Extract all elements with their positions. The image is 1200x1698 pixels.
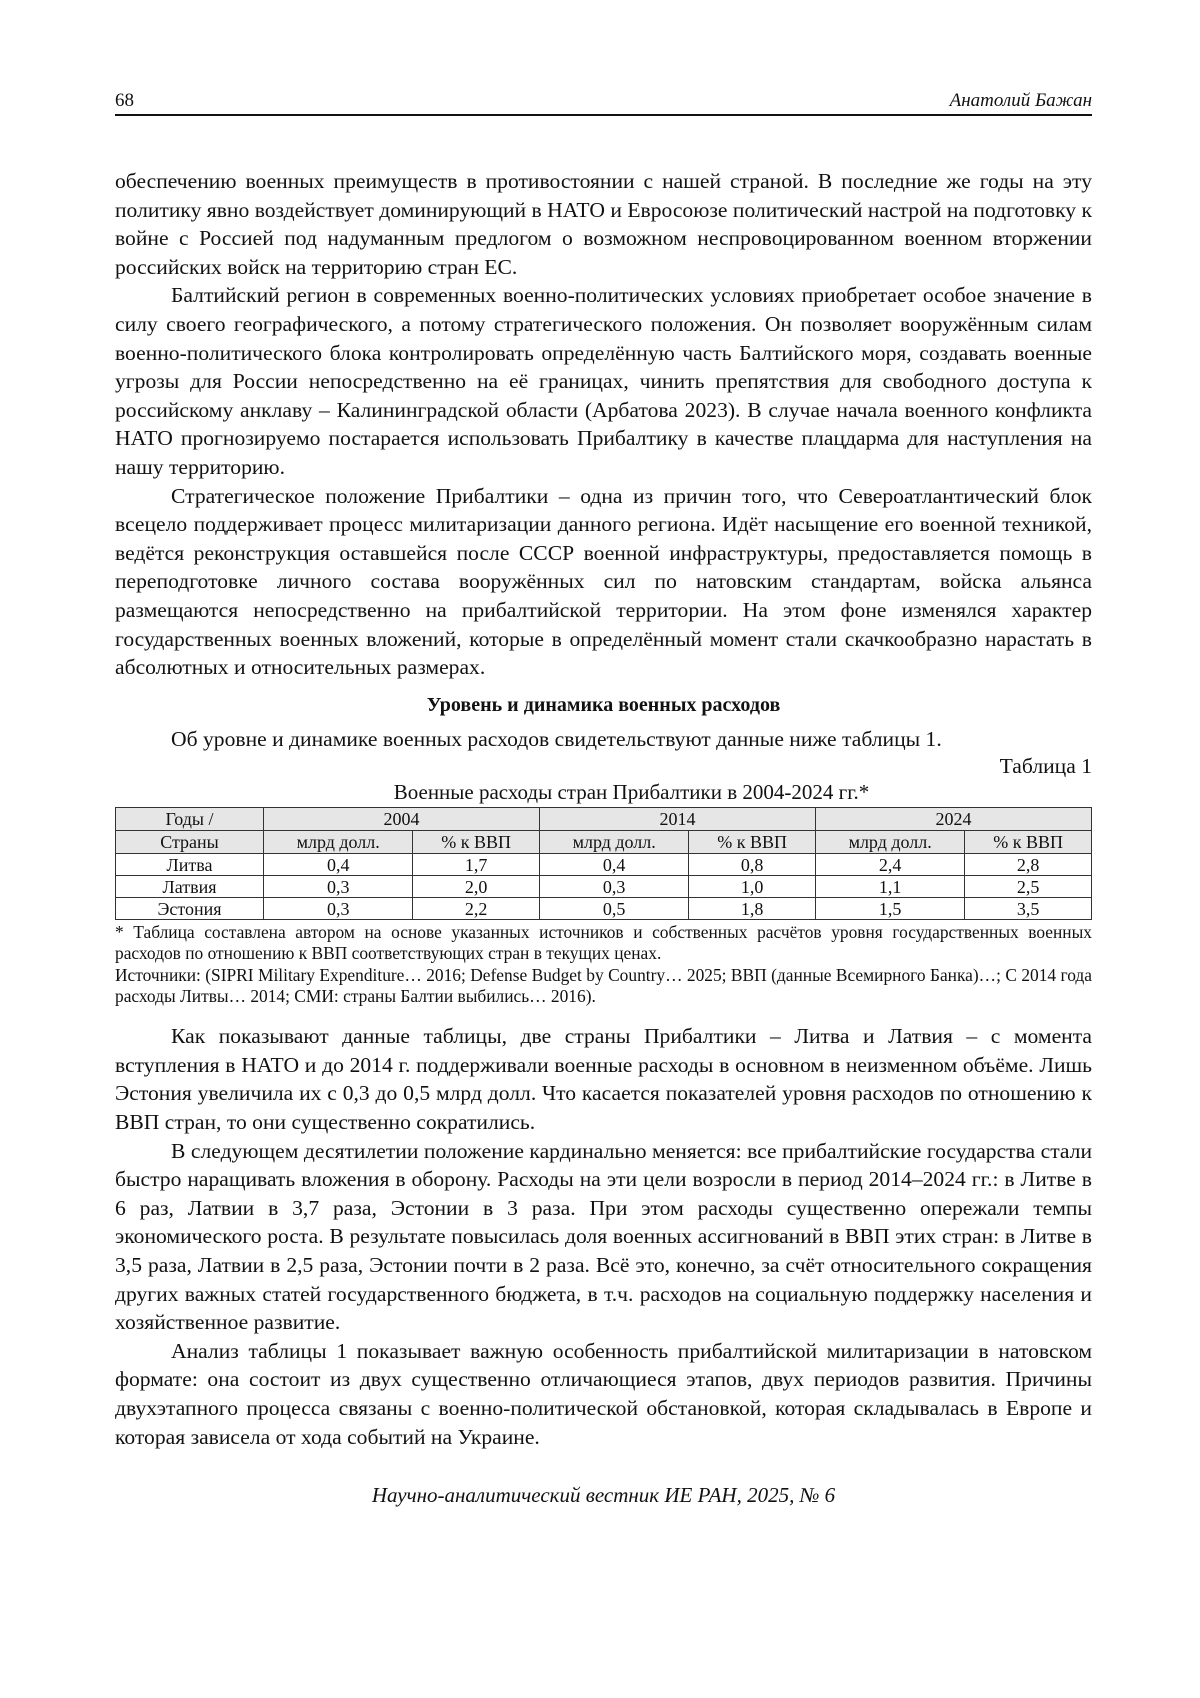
table-header-row-units	[116, 831, 1092, 854]
table-label: Таблица 1	[999, 754, 1092, 779]
value-cell: 1,8	[689, 898, 816, 920]
value-cell: 3,5	[965, 898, 1092, 920]
year-header: 2024	[815, 808, 1091, 831]
country-cell: Латвия	[116, 876, 264, 898]
value-cell: 1,0	[689, 876, 816, 898]
value-cell: 0,5	[539, 898, 688, 920]
corner-header-bottom: Страны	[116, 831, 264, 854]
article-body	[115, 167, 1092, 1451]
unit-header: млрд долл.	[539, 831, 688, 854]
section-heading: Уровень и динамика военных расходов	[426, 693, 781, 716]
unit-header: % к ВВП	[689, 831, 816, 854]
running-header	[115, 84, 1092, 116]
paragraph-6: Анализ таблицы 1 показывает важную особенность прибалтийской милитаризации в натовском формате: она состоит из двух существенно отличающиеся этапов, двух периодов развития. Причины двухэтапного процесса связаны с военно-политической обстановкой, которая складывалась в Европе и которая зависела от хода событий на Украине.	[115, 1338, 1092, 1449]
unit-header: % к ВВП	[965, 831, 1092, 854]
value-cell: 2,0	[413, 876, 540, 898]
running-author: Анатолий Бажан	[949, 90, 1092, 111]
table-row	[116, 876, 1092, 898]
paragraph-5: В следующем десятилетии положение кардинально меняется: все прибалтийские государства стали быстро наращивать вложения в оборону. Расходы на эти цели возросли в период 2014–2024 гг.: в Литве в 6 раз, Латвии в 3,7 раза, Эстонии в 3 раза. При этом расходы существенно опережали темпы экономического роста. В результате повысилась доля военных ассигнований в ВВП этих стран: в Литве в 3,5 раза, Латвии в 2,5 раза, Эстонии почти в 2 раза. Всё это, конечно, за счёт относительного сокращения других важных статей государственного бюджета, в т.ч. расходов на социальную поддержку населения и хозяйственное развитие.	[115, 1138, 1092, 1335]
corner-header-top: Годы /	[116, 808, 264, 831]
value-cell: 1,1	[815, 876, 964, 898]
unit-header: % к ВВП	[413, 831, 540, 854]
journal-footer: Научно-аналитический вестник ИЕ РАН, 2025, № 6	[371, 1483, 836, 1507]
paragraph-4: Как показывают данные таблицы, две страны Прибалтики – Литва и Латвия – с момента вступления в НАТО и до 2014 г. поддерживали военные расходы в основном в неизменном объёме. Лишь Эстония увеличила их с 0,3 до 0,5 млрд долл. Что касается показателей уровня расходов по отношению к ВВП стран, то они существенно сократились.	[115, 1024, 1092, 1135]
page-number: 68	[115, 90, 134, 111]
value-cell: 0,3	[264, 898, 413, 920]
paragraph-3: Стратегическое положение Прибалтики – одна из причин того, что Североатлантический блок всецело поддерживает процесс милитаризации данного региона. Идёт насыщение его военной техникой, ведётся реконструкция оставшейся после СССР военной инфраструктуры, предоставляется помощь в переподготовке личного состава вооружённых сил по натовским стандартам, войска альянса размещаются непосредственно на прибалтийской территории. На этом фоне изменялся характер государственных военных вложений, которые в определённый момент стали скачкообразно нарастать в абсолютных и относительных размерах.	[115, 483, 1092, 680]
unit-header: млрд долл.	[264, 831, 413, 854]
table-sources: Источники: (SIPRI Military Expenditure… 2016; Defense Budget by Country… 2025; ВВП (данные Всемирного Банка)…; С 2014 года расходы Литвы… 2014; СМИ: страны Балтии выбились… 2016).	[115, 965, 1092, 1006]
value-cell: 0,3	[264, 876, 413, 898]
country-cell: Литва	[116, 854, 264, 876]
table-footnote: * Таблица составлена автором на основе указанных источников и собственных расчётов уровня государственных военных расходов по отношению к ВВП соответствующих стран в текущих ценах.	[115, 922, 1092, 963]
table-caption: Военные расходы стран Прибалтики в 2004-2024 гг.*	[393, 780, 870, 805]
value-cell: 0,8	[689, 854, 816, 876]
military-spending-table	[115, 807, 1092, 920]
value-cell: 0,3	[539, 876, 688, 898]
unit-header: млрд долл.	[815, 831, 964, 854]
value-cell: 0,4	[264, 854, 413, 876]
year-header: 2014	[539, 808, 815, 831]
year-header: 2004	[264, 808, 540, 831]
table-row	[116, 854, 1092, 876]
value-cell: 2,8	[965, 854, 1092, 876]
value-cell: 1,5	[815, 898, 964, 920]
value-cell: 2,2	[413, 898, 540, 920]
value-cell: 0,4	[539, 854, 688, 876]
table-header-row-years	[116, 808, 1092, 831]
paragraph-2: Балтийский регион в современных военно-политических условиях приобретает особое значение в силу своего географического, а потому стратегического положения. Он позволяет вооружённым силам военно-политического блока контролировать определённую часть Балтийского моря, создавать военные угрозы для России непосредственно на её границах, чинить препятствия для свободного доступа к российскому анклаву – Калининградской области (Арбатова 2023). В случае начала военного конфликта НАТО прогнозируемо постарается использовать Прибалтику в качестве плацдарма для наступления на нашу территорию.	[115, 283, 1092, 479]
value-cell: 2,5	[965, 876, 1092, 898]
paragraph-1: обеспечению военных преимуществ в противостоянии с нашей страной. В последние же годы на эту политику явно воздействует доминирующий в НАТО и Евросоюзе политический настрой на подготовку к войне с Россией под надуманным предлогом о возможном неспровоцированном военном вторжении российских войск на территорию стран ЕС.	[115, 169, 1092, 279]
value-cell: 2,4	[815, 854, 964, 876]
value-cell: 1,7	[413, 854, 540, 876]
table-intro-sentence: Об уровне и динамике военных расходов свидетельствуют данные ниже таблицы 1.	[171, 726, 942, 751]
country-cell: Эстония	[116, 898, 264, 920]
table-row	[116, 898, 1092, 920]
